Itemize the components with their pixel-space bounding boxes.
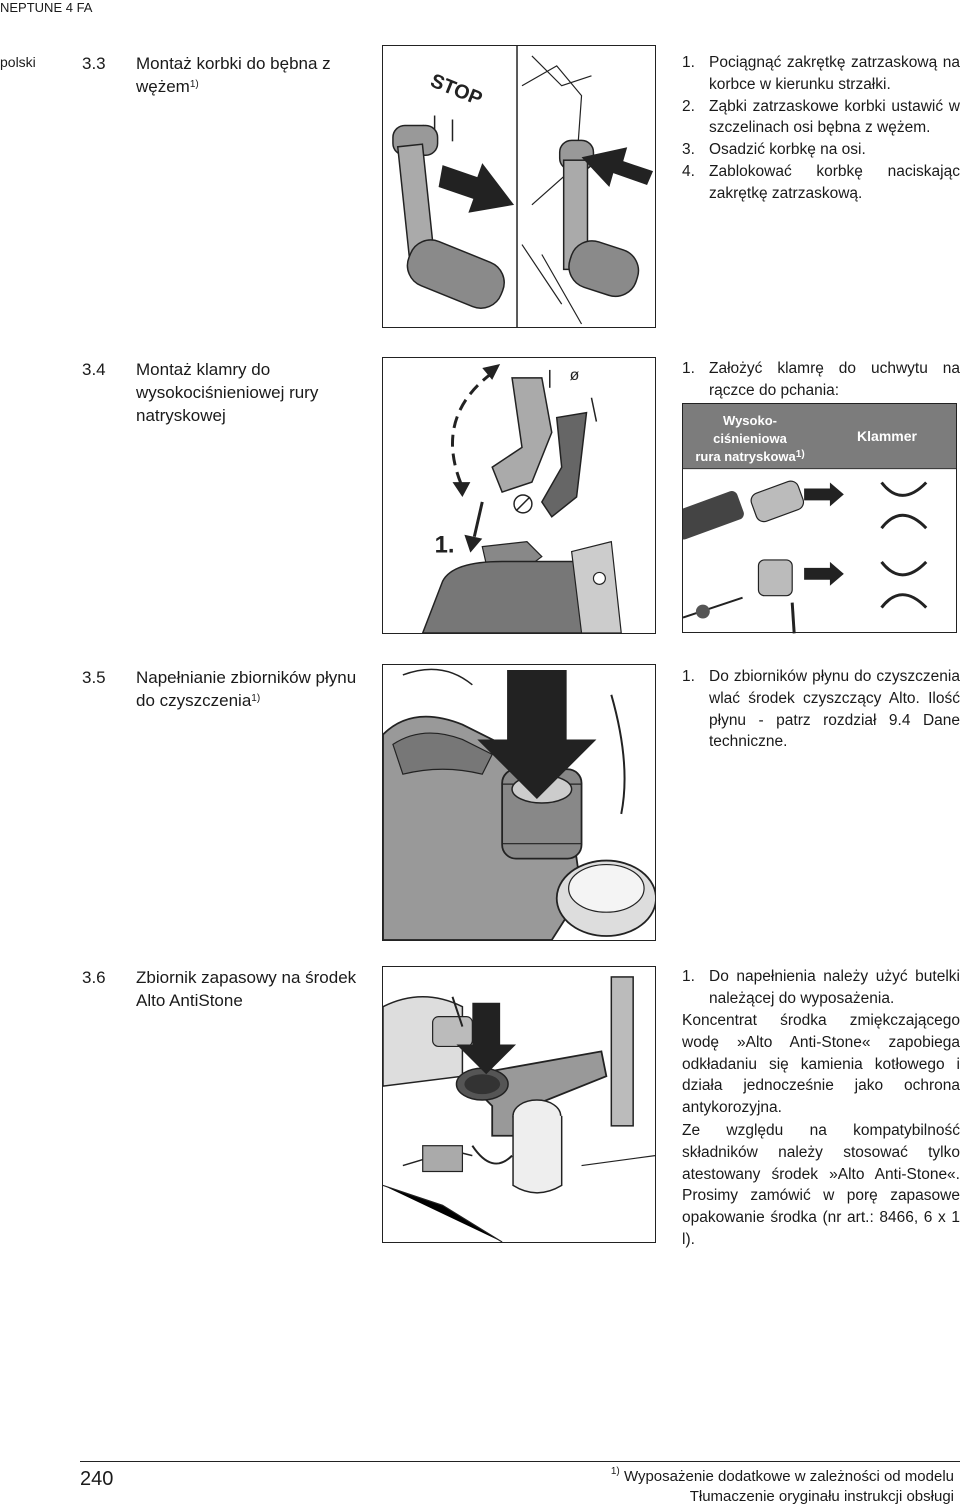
footer-divider xyxy=(80,1461,960,1462)
table-header-clamp: Klammer xyxy=(857,428,917,444)
section-title: Montaż korbki do bębna z wężem$^{1)}$ xyxy=(136,54,331,96)
step-item: 3. Osadzić korbkę na osi. xyxy=(682,141,866,159)
antistone-compatibility-note: Ze względu na kompatybilność składników należy stosować tylko atestowany środek »Alto Anti-Stone«. Prosimy zamówić w porę zapasowe opakowanie środka (nr art.: 8466, 6 x 1 l). xyxy=(682,1122,960,1248)
table-header xyxy=(683,404,956,468)
language-label: polski xyxy=(0,54,36,70)
diameter-label: ø xyxy=(569,366,580,384)
section-3-6-heading xyxy=(82,966,372,1016)
antistone-tank-figure xyxy=(382,966,656,1243)
step-item: 1. Do napełnienia należy użyć butelki należącej do wyposażenia. xyxy=(682,968,960,1007)
footnote: $^{1)}$ Wyposażenie dodatkowe w zależności od modelu xyxy=(610,1466,954,1485)
section-3-4-heading xyxy=(82,358,372,433)
step-1-label: 1. xyxy=(434,531,455,559)
section-number: 3.3 xyxy=(82,54,106,73)
step-item: 1. Do zbiorników płynu do czyszczenia wlać środek czyszczący Alto. Ilość płynu - patrz rozdział 9.4 Dane techniczne. xyxy=(682,668,960,751)
step-item: 1. Założyć klamrę do uchwytu na rączce do pchania: xyxy=(682,360,960,399)
step-item: 2. Ząbki zatrzaskowe korbki ustawić w szczelinach osi bębna z wężem. xyxy=(682,97,960,137)
document-header: NEPTUNE 4 FA xyxy=(0,0,93,15)
translation-note: Tłumaczenie oryginału instrukcji obsługi xyxy=(689,1488,954,1505)
section-3-5-steps xyxy=(682,666,960,753)
stop-label: STOP xyxy=(427,69,486,111)
section-title: Napełnianie zbiorników płynu do czyszczenia$^{1)}$ xyxy=(136,668,357,710)
section-3-5-heading xyxy=(82,666,372,716)
section-number: 3.4 xyxy=(82,360,106,379)
section-3-3-steps xyxy=(682,52,960,205)
clamp-mounting-figure xyxy=(382,357,656,634)
step-item: 1. Pociągnąć zakrętkę zatrzaskową na korbce w kierunku strzałki. xyxy=(682,54,960,93)
table-header-lance: Wysoko- ciśnieniowa rura natryskowa$^{1)}$ xyxy=(695,413,805,464)
clamp-selection-table xyxy=(682,403,957,633)
step-item: 4. Zablokować korbkę naciskając zakrętkę zatrzaskową. xyxy=(682,162,960,202)
section-3-4-steps xyxy=(682,358,960,402)
table-body xyxy=(683,468,956,634)
detergent-tank-figure xyxy=(382,664,656,941)
section-title: Montaż klamry do wysokociśnieniowej rury natryskowej xyxy=(136,360,319,425)
page-number: 240 xyxy=(80,1468,114,1490)
section-3-6-steps xyxy=(682,966,960,1010)
crank-mounting-figure xyxy=(382,45,656,328)
section-number: 3.6 xyxy=(82,968,106,987)
section-number: 3.5 xyxy=(82,668,106,687)
antistone-description: Koncentrat środka zmiękczającego wodę »Alto Anti-Stone« zapobiega odkładaniu się kamienia kotłowego i działa jednocześnie jako ochrona antykorozyjna. xyxy=(682,1012,960,1117)
section-title: Zbiornik zapasowy na środek Alto AntiStone xyxy=(136,968,357,1010)
section-3-3-heading xyxy=(82,52,372,102)
